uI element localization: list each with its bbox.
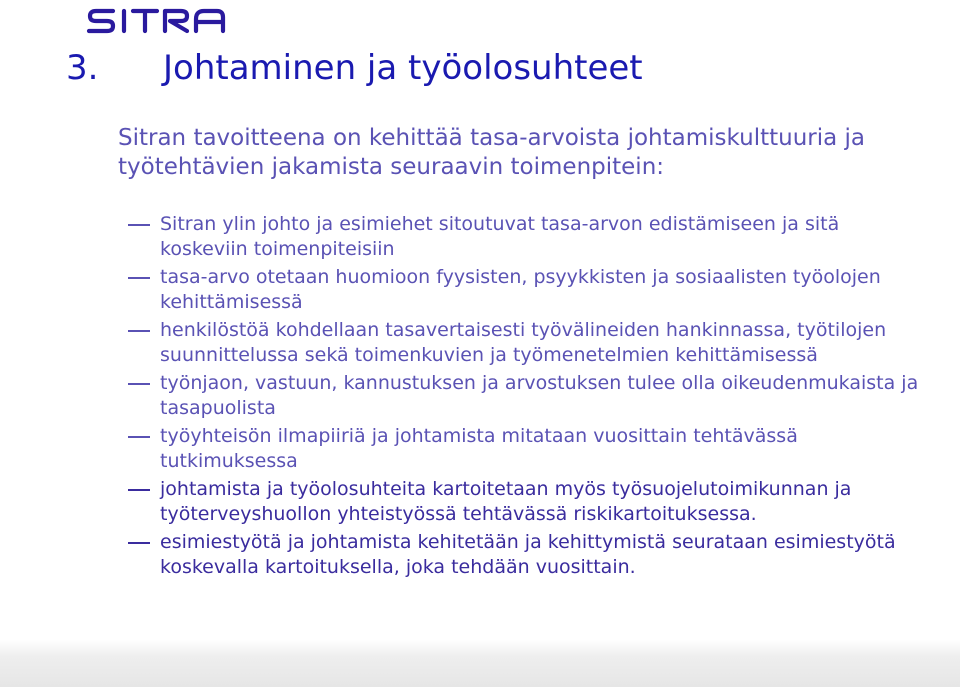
bullet-text: Sitran ylin johto ja esimiehet sitoutuvat tasa-arvon edistämiseen ja sitä koskeviin toimenpiteisiin xyxy=(160,213,840,260)
dash-icon xyxy=(128,277,150,279)
dash-icon xyxy=(128,224,150,226)
intro-text: Sitran tavoitteena on kehittää tasa-arvoista johtamiskulttuuria ja työtehtävien jakamista seuraavin toimenpitein: xyxy=(118,125,866,180)
bullet-item xyxy=(128,212,928,261)
dash-icon xyxy=(128,383,150,385)
bullet-text: tasa-arvo otetaan huomioon fyysisten, psyykkisten ja sosiaalisten työolojen kehittämisessä xyxy=(160,266,881,313)
slide-number: 3. xyxy=(66,48,99,88)
bullet-item xyxy=(128,265,928,314)
bullet-item xyxy=(128,530,928,579)
dash-icon xyxy=(128,436,150,438)
bullet-list xyxy=(128,212,928,583)
sitra-logo xyxy=(86,6,228,36)
dash-icon xyxy=(128,489,150,491)
bullet-item xyxy=(128,477,928,526)
bullet-text: työnjaon, vastuun, kannustuksen ja arvostuksen tulee olla oikeudenmukaista ja tasapuolista xyxy=(160,372,919,419)
bullet-text: henkilöstöä kohdellaan tasavertaisesti työvälineiden hankinnassa, työtilojen suunnittelussa sekä toimenkuvien ja työmenetelmien kehittämisessä xyxy=(160,319,887,366)
bullet-text: työyhteisön ilmapiiriä ja johtamista mitataan vuosittain tehtävässä tutkimuksessa xyxy=(160,425,798,472)
slide-title-text: Johtaminen ja työolosuhteet xyxy=(163,48,643,88)
bullet-item xyxy=(128,371,928,420)
bullet-text: esimiestyötä ja johtamista kehitetään ja kehittymistä seurataan esimiestyötä koskevalla kartoituksella, joka tehdään vuosittain. xyxy=(160,531,896,578)
sitra-logo-mark xyxy=(86,6,228,36)
dash-icon xyxy=(128,542,150,544)
bullet-item xyxy=(128,424,928,473)
bullet-text: johtamista ja työolosuhteita kartoitetaan myös työsuojelutoimikunnan ja työterveyshuollon yhteistyössä tehtävässä riskikartoituksessa. xyxy=(160,478,852,525)
bottom-shadow xyxy=(0,640,960,687)
bullet-item xyxy=(128,318,928,367)
dash-icon xyxy=(128,330,150,332)
slide-title xyxy=(66,48,643,88)
